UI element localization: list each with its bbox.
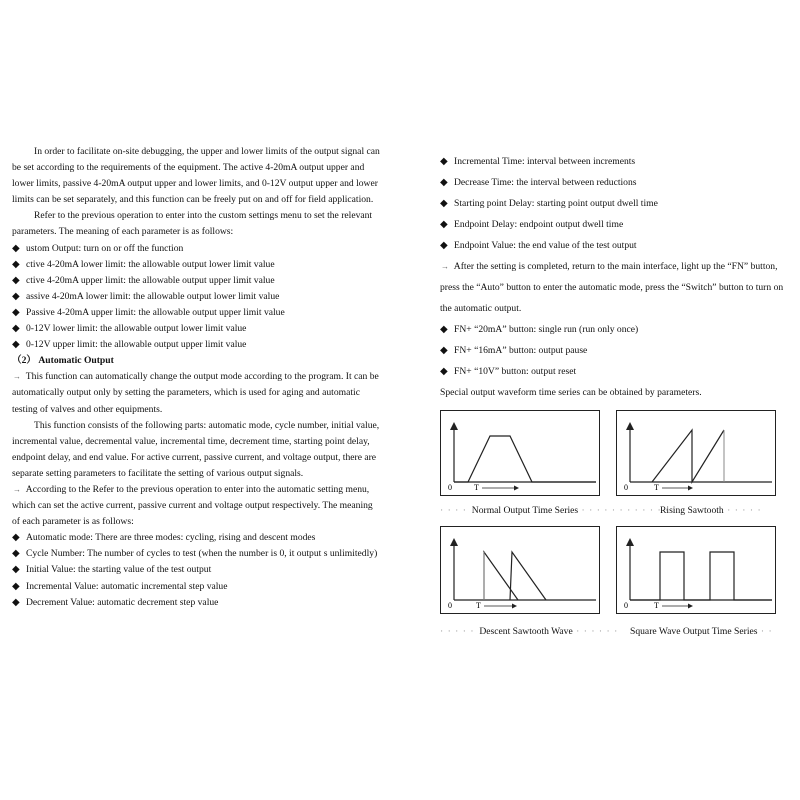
- diamond-bullet-icon: ◆: [12, 242, 20, 254]
- diamond-bullet-icon: ◆: [440, 177, 448, 188]
- figure-frame: [617, 411, 776, 496]
- diamond-bullet-icon: ◆: [12, 580, 20, 592]
- axis-t-label: T: [654, 601, 659, 610]
- time-arrow-icon: [512, 604, 517, 609]
- list-item: ◆ Passive 4-20mA upper limit: the allowable output upper limit value: [12, 305, 380, 321]
- axis-zero-label: 0: [448, 483, 452, 492]
- auto-paragraph-2: This function consists of the following parts: automatic mode, cycle number, initial value, incremental value, decremental value, incremental time, decrement time, starting point delay, endpoint delay, and end value. For active current, passive current, and voltage output, there are separate setting parameters to facilitate the setting of various output signals.: [12, 419, 380, 479]
- time-arrow-icon: [688, 486, 693, 491]
- diamond-bullet-icon: ◆: [440, 240, 448, 251]
- list-item: ◆ assive 4-20mA lower limit: the allowable output lower limit value: [12, 289, 380, 305]
- y-axis-arrow-icon: [450, 538, 458, 546]
- special-waveform-text: Special output waveform time series can be obtained by parameters.: [440, 387, 702, 398]
- diamond-bullet-icon: ◆: [12, 258, 20, 270]
- axis-zero-label: 0: [448, 601, 452, 610]
- refer-paragraph: Refer to the previous operation to enter into the custom settings menu to set the relevant parameters. The meaning of each parameter is as follows:: [12, 210, 373, 238]
- arrow-icon: →: [13, 484, 21, 494]
- list-item: ◆ Initial Value: the starting value of the test output: [12, 562, 380, 578]
- axis-zero-label: 0: [624, 601, 628, 610]
- axis-t-label: T: [654, 483, 659, 492]
- intro-paragraph: In order to facilitate on-site debugging, the upper and lower limits of the output signal can be set according to the requirements of the equipment. The active 4-20mA output upper and lower limits, passive 4-20mA output upper and lower limits, and 0-12V output upper and lower limits can be set separately, and this function can be freely put on and off for field application.: [12, 146, 380, 206]
- caption-normal-output: · · · · Normal Output Time Series · · · · · · · · · · · · ·: [440, 505, 677, 516]
- caption-descent-sawtooth: · · · · · Descent Sawtooth Wave · · · · · ·: [440, 626, 619, 637]
- diamond-bullet-icon: ◆: [12, 339, 20, 351]
- right-column: [440, 151, 792, 403]
- diamond-bullet-icon: ◆: [12, 306, 20, 318]
- time-arrow-icon: [688, 604, 693, 609]
- axis-zero-label: 0: [624, 483, 628, 492]
- axis-t-label: T: [476, 601, 481, 610]
- left-column: [12, 144, 380, 611]
- diamond-bullet-icon: ◆: [440, 324, 448, 335]
- list-item: ◆ Starting point Delay: starting point output dwell time: [440, 193, 792, 214]
- trapezoid-wave: [454, 436, 596, 482]
- auto-paragraph-1: → This function can automatically change the output mode according to the program. It can be automatically output only by setting the parameters, which is used for aging and automatic testing of valves and other equipments.: [12, 371, 379, 415]
- list-item: ◆ Decrement Value: automatic decrement step value: [12, 595, 380, 611]
- list-item: ◆ FN+ “16mA” button: output pause: [440, 340, 792, 361]
- custom-param-list: [12, 241, 380, 354]
- axis-t-label: T: [474, 483, 479, 492]
- diamond-bullet-icon: ◆: [12, 548, 20, 560]
- list-item: ◆ ctive 4-20mA upper limit: the allowable output upper limit value: [12, 273, 380, 289]
- time-arrow-icon: [514, 486, 519, 491]
- list-item: ◆ FN+ “10V” button: output reset: [440, 361, 792, 382]
- descent-sawtooth-waveform: [440, 526, 600, 614]
- list-item: ◆ ctive 4-20mA lower limit: the allowable output lower limit value: [12, 257, 380, 273]
- auto-output-heading: （2） Automatic Output: [12, 355, 114, 367]
- after-setting-paragraph: → After the setting is completed, return to the main interface, light up the “FN” button, press the “Auto” button to enter the automatic mode, press the “Switch” button to turn on the automatic output.: [440, 261, 784, 314]
- arrow-icon: →: [13, 372, 21, 382]
- rising-sawtooth-waveform: [616, 410, 776, 496]
- auto-param-list: [12, 530, 380, 610]
- figure-frame: [441, 411, 600, 496]
- list-item: ◆ Decrease Time: the interval between reductions: [440, 172, 792, 193]
- diamond-bullet-icon: ◆: [440, 156, 448, 167]
- caption-rising-sawtooth: Rising Sawtooth · · · · ·: [660, 505, 762, 516]
- list-item: ◆ Endpoint Value: the end value of the test output: [440, 235, 792, 256]
- diamond-bullet-icon: ◆: [12, 596, 20, 608]
- list-item: ◆ ustom Output: turn on or off the function: [12, 241, 380, 257]
- diamond-bullet-icon: ◆: [12, 564, 20, 576]
- list-item: ◆ Cycle Number: The number of cycles to test (when the number is 0, it output s unlimitedly): [12, 546, 380, 562]
- diamond-bullet-icon: ◆: [440, 345, 448, 356]
- list-item: ◆ Incremental Time: interval between increments: [440, 151, 792, 172]
- diamond-bullet-icon: ◆: [12, 323, 20, 335]
- y-axis-arrow-icon: [450, 422, 458, 430]
- auto-paragraph-3: → According to the Refer to the previous operation to enter into the automatic setting menu, which can set the active current, passive current and voltage output respectively. The meaning of each parameter is as follows:: [12, 483, 373, 528]
- diamond-bullet-icon: ◆: [440, 366, 448, 377]
- y-axis-arrow-icon: [626, 422, 634, 430]
- descent-tooth-1: [484, 552, 518, 600]
- diamond-bullet-icon: ◆: [12, 532, 20, 544]
- diamond-bullet-icon: ◆: [440, 198, 448, 209]
- descent-tooth-2: [510, 552, 546, 600]
- diamond-bullet-icon: ◆: [12, 290, 20, 302]
- list-item: ◆ 0-12V upper limit: the allowable output upper limit value: [12, 337, 380, 353]
- normal-output-waveform: [440, 410, 600, 496]
- caption-square-wave: Square Wave Output Time Series · ·: [630, 626, 773, 637]
- square-waveform: [616, 526, 776, 614]
- diamond-bullet-icon: ◆: [12, 274, 20, 286]
- list-item: ◆ Automatic mode: There are three modes: cycling, rising and descent modes: [12, 530, 380, 546]
- list-item: ◆ Endpoint Delay: endpoint output dwell time: [440, 214, 792, 235]
- sawtooth-wave: [652, 430, 724, 482]
- arrow-icon: →: [441, 262, 449, 271]
- list-item: ◆ FN+ “20mA” button: single run (run only once): [440, 319, 792, 340]
- y-axis-arrow-icon: [626, 538, 634, 546]
- diamond-bullet-icon: ◆: [440, 219, 448, 230]
- list-item: ◆ 0-12V lower limit: the allowable output lower limit value: [12, 321, 380, 337]
- list-item: ◆ Incremental Value: automatic incremental step value: [12, 579, 380, 595]
- square-wave: [630, 552, 772, 600]
